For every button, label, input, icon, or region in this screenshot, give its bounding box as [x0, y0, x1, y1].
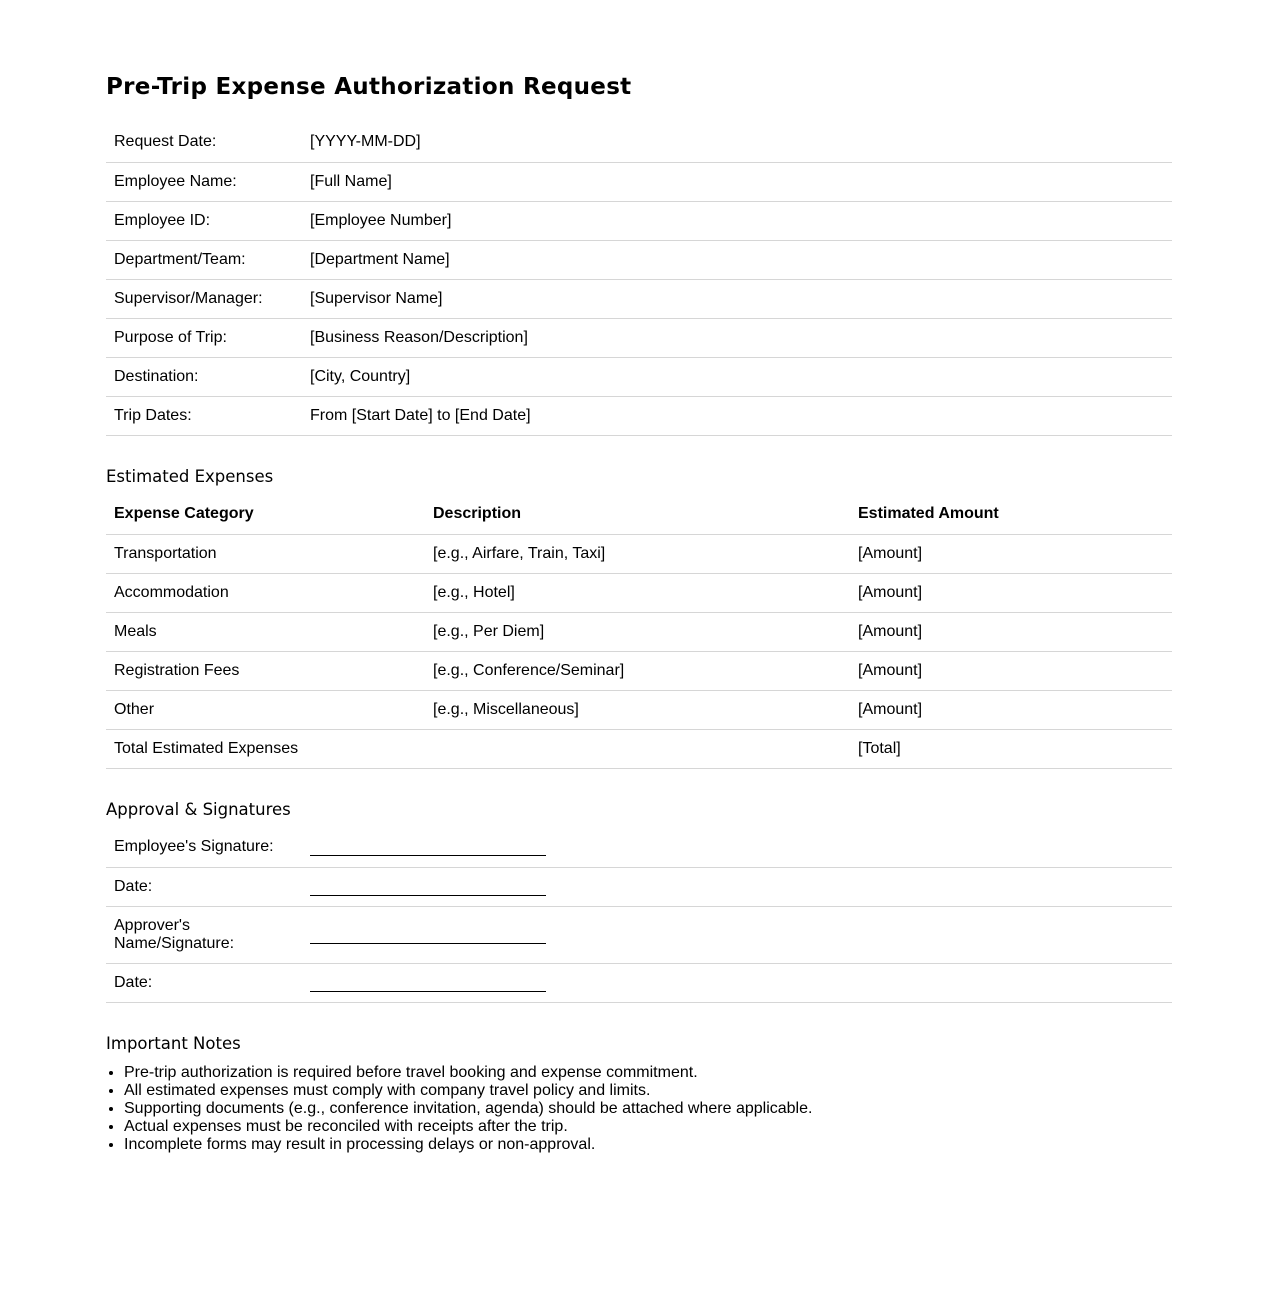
approver-date-line[interactable]	[310, 991, 546, 992]
signatures-table	[106, 828, 1172, 1003]
department-value[interactable]: [Department Name]	[302, 240, 1172, 279]
list-item: • Incomplete forms may result in processing delays or non-approval.	[124, 1136, 812, 1154]
important-notes-heading: Important Notes	[106, 1034, 241, 1053]
list-item: • Pre-trip authorization is required before travel booking and expense commitment.	[124, 1064, 812, 1082]
expense-category: Meals	[106, 612, 425, 651]
info-row-request-date	[106, 123, 1172, 162]
destination-label: Destination:	[106, 357, 302, 396]
approver-signature-line[interactable]	[310, 943, 546, 944]
notes-list	[106, 1064, 812, 1154]
expense-amount[interactable]: [Amount]	[850, 534, 1172, 573]
supervisor-value[interactable]: [Supervisor Name]	[302, 279, 1172, 318]
expense-category: Transportation	[106, 534, 425, 573]
table-row	[106, 651, 1172, 690]
total-description-empty	[425, 729, 850, 768]
table-row	[106, 573, 1172, 612]
total-row	[106, 729, 1172, 768]
trip-info-table	[106, 123, 1172, 436]
col-header-amount: Estimated Amount	[850, 495, 1172, 534]
expense-amount[interactable]: [Amount]	[850, 612, 1172, 651]
department-label: Department/Team:	[106, 240, 302, 279]
table-row	[106, 612, 1172, 651]
expense-description[interactable]: [e.g., Per Diem]	[425, 612, 850, 651]
expense-amount[interactable]: [Amount]	[850, 651, 1172, 690]
expense-category: Registration Fees	[106, 651, 425, 690]
expense-amount[interactable]: [Amount]	[850, 690, 1172, 729]
request-date-value[interactable]: [YYYY-MM-DD]	[302, 123, 1172, 162]
approver-signature-label	[106, 906, 302, 963]
col-header-category: Expense Category	[106, 495, 425, 534]
employee-name-label: Employee Name:	[106, 162, 302, 201]
employee-signature-line[interactable]	[310, 855, 546, 856]
employee-id-label: Employee ID:	[106, 201, 302, 240]
expense-category: Accommodation	[106, 573, 425, 612]
approval-heading: Approval & Signatures	[106, 800, 291, 819]
expense-description[interactable]: [e.g., Conference/Seminar]	[425, 651, 850, 690]
purpose-label: Purpose of Trip:	[106, 318, 302, 357]
employee-date-label: Date:	[106, 867, 302, 906]
total-amount[interactable]: [Total]	[850, 729, 1172, 768]
trip-dates-value[interactable]: From [Start Date] to [End Date]	[302, 396, 1172, 435]
employee-id-value[interactable]: [Employee Number]	[302, 201, 1172, 240]
table-row	[106, 534, 1172, 573]
supervisor-label: Supervisor/Manager:	[106, 279, 302, 318]
info-row-supervisor	[106, 279, 1172, 318]
list-item: • All estimated expenses must comply with company travel policy and limits.	[124, 1082, 812, 1100]
expense-description[interactable]: [e.g., Miscellaneous]	[425, 690, 850, 729]
col-header-description: Description	[425, 495, 850, 534]
info-row-department	[106, 240, 1172, 279]
expense-category: Other	[106, 690, 425, 729]
total-label: Total Estimated Expenses	[106, 729, 425, 768]
list-item: • Actual expenses must be reconciled with receipts after the trip.	[124, 1118, 812, 1136]
expenses-header-row	[106, 495, 1172, 534]
purpose-value[interactable]: [Business Reason/Description]	[302, 318, 1172, 357]
request-date-label: Request Date:	[106, 123, 302, 162]
expenses-table	[106, 495, 1172, 769]
page-title: Pre-Trip Expense Authorization Request	[106, 74, 632, 100]
table-row	[106, 690, 1172, 729]
signature-row-approver-date	[106, 963, 1172, 1002]
info-row-trip-dates	[106, 396, 1172, 435]
destination-value[interactable]: [City, Country]	[302, 357, 1172, 396]
approver-label-line1: Approver's	[114, 916, 190, 934]
employee-name-value[interactable]: [Full Name]	[302, 162, 1172, 201]
list-item: • Supporting documents (e.g., conference invitation, agenda) should be attached where applicable.	[124, 1100, 812, 1118]
trip-dates-label: Trip Dates:	[106, 396, 302, 435]
signature-row-employee-date	[106, 867, 1172, 906]
employee-date-line[interactable]	[310, 895, 546, 896]
employee-signature-label: Employee's Signature:	[106, 828, 302, 867]
estimated-expenses-heading: Estimated Expenses	[106, 467, 274, 486]
expense-description[interactable]: [e.g., Airfare, Train, Taxi]	[425, 534, 850, 573]
expense-amount[interactable]: [Amount]	[850, 573, 1172, 612]
signature-row-employee	[106, 828, 1172, 867]
info-row-destination	[106, 357, 1172, 396]
expense-description[interactable]: [e.g., Hotel]	[425, 573, 850, 612]
approver-label-line2: Name/Signature:	[114, 934, 235, 952]
signature-row-approver	[106, 906, 1172, 963]
info-row-employee-name	[106, 162, 1172, 201]
info-row-employee-id	[106, 201, 1172, 240]
approver-date-label: Date:	[106, 963, 302, 1002]
info-row-purpose	[106, 318, 1172, 357]
